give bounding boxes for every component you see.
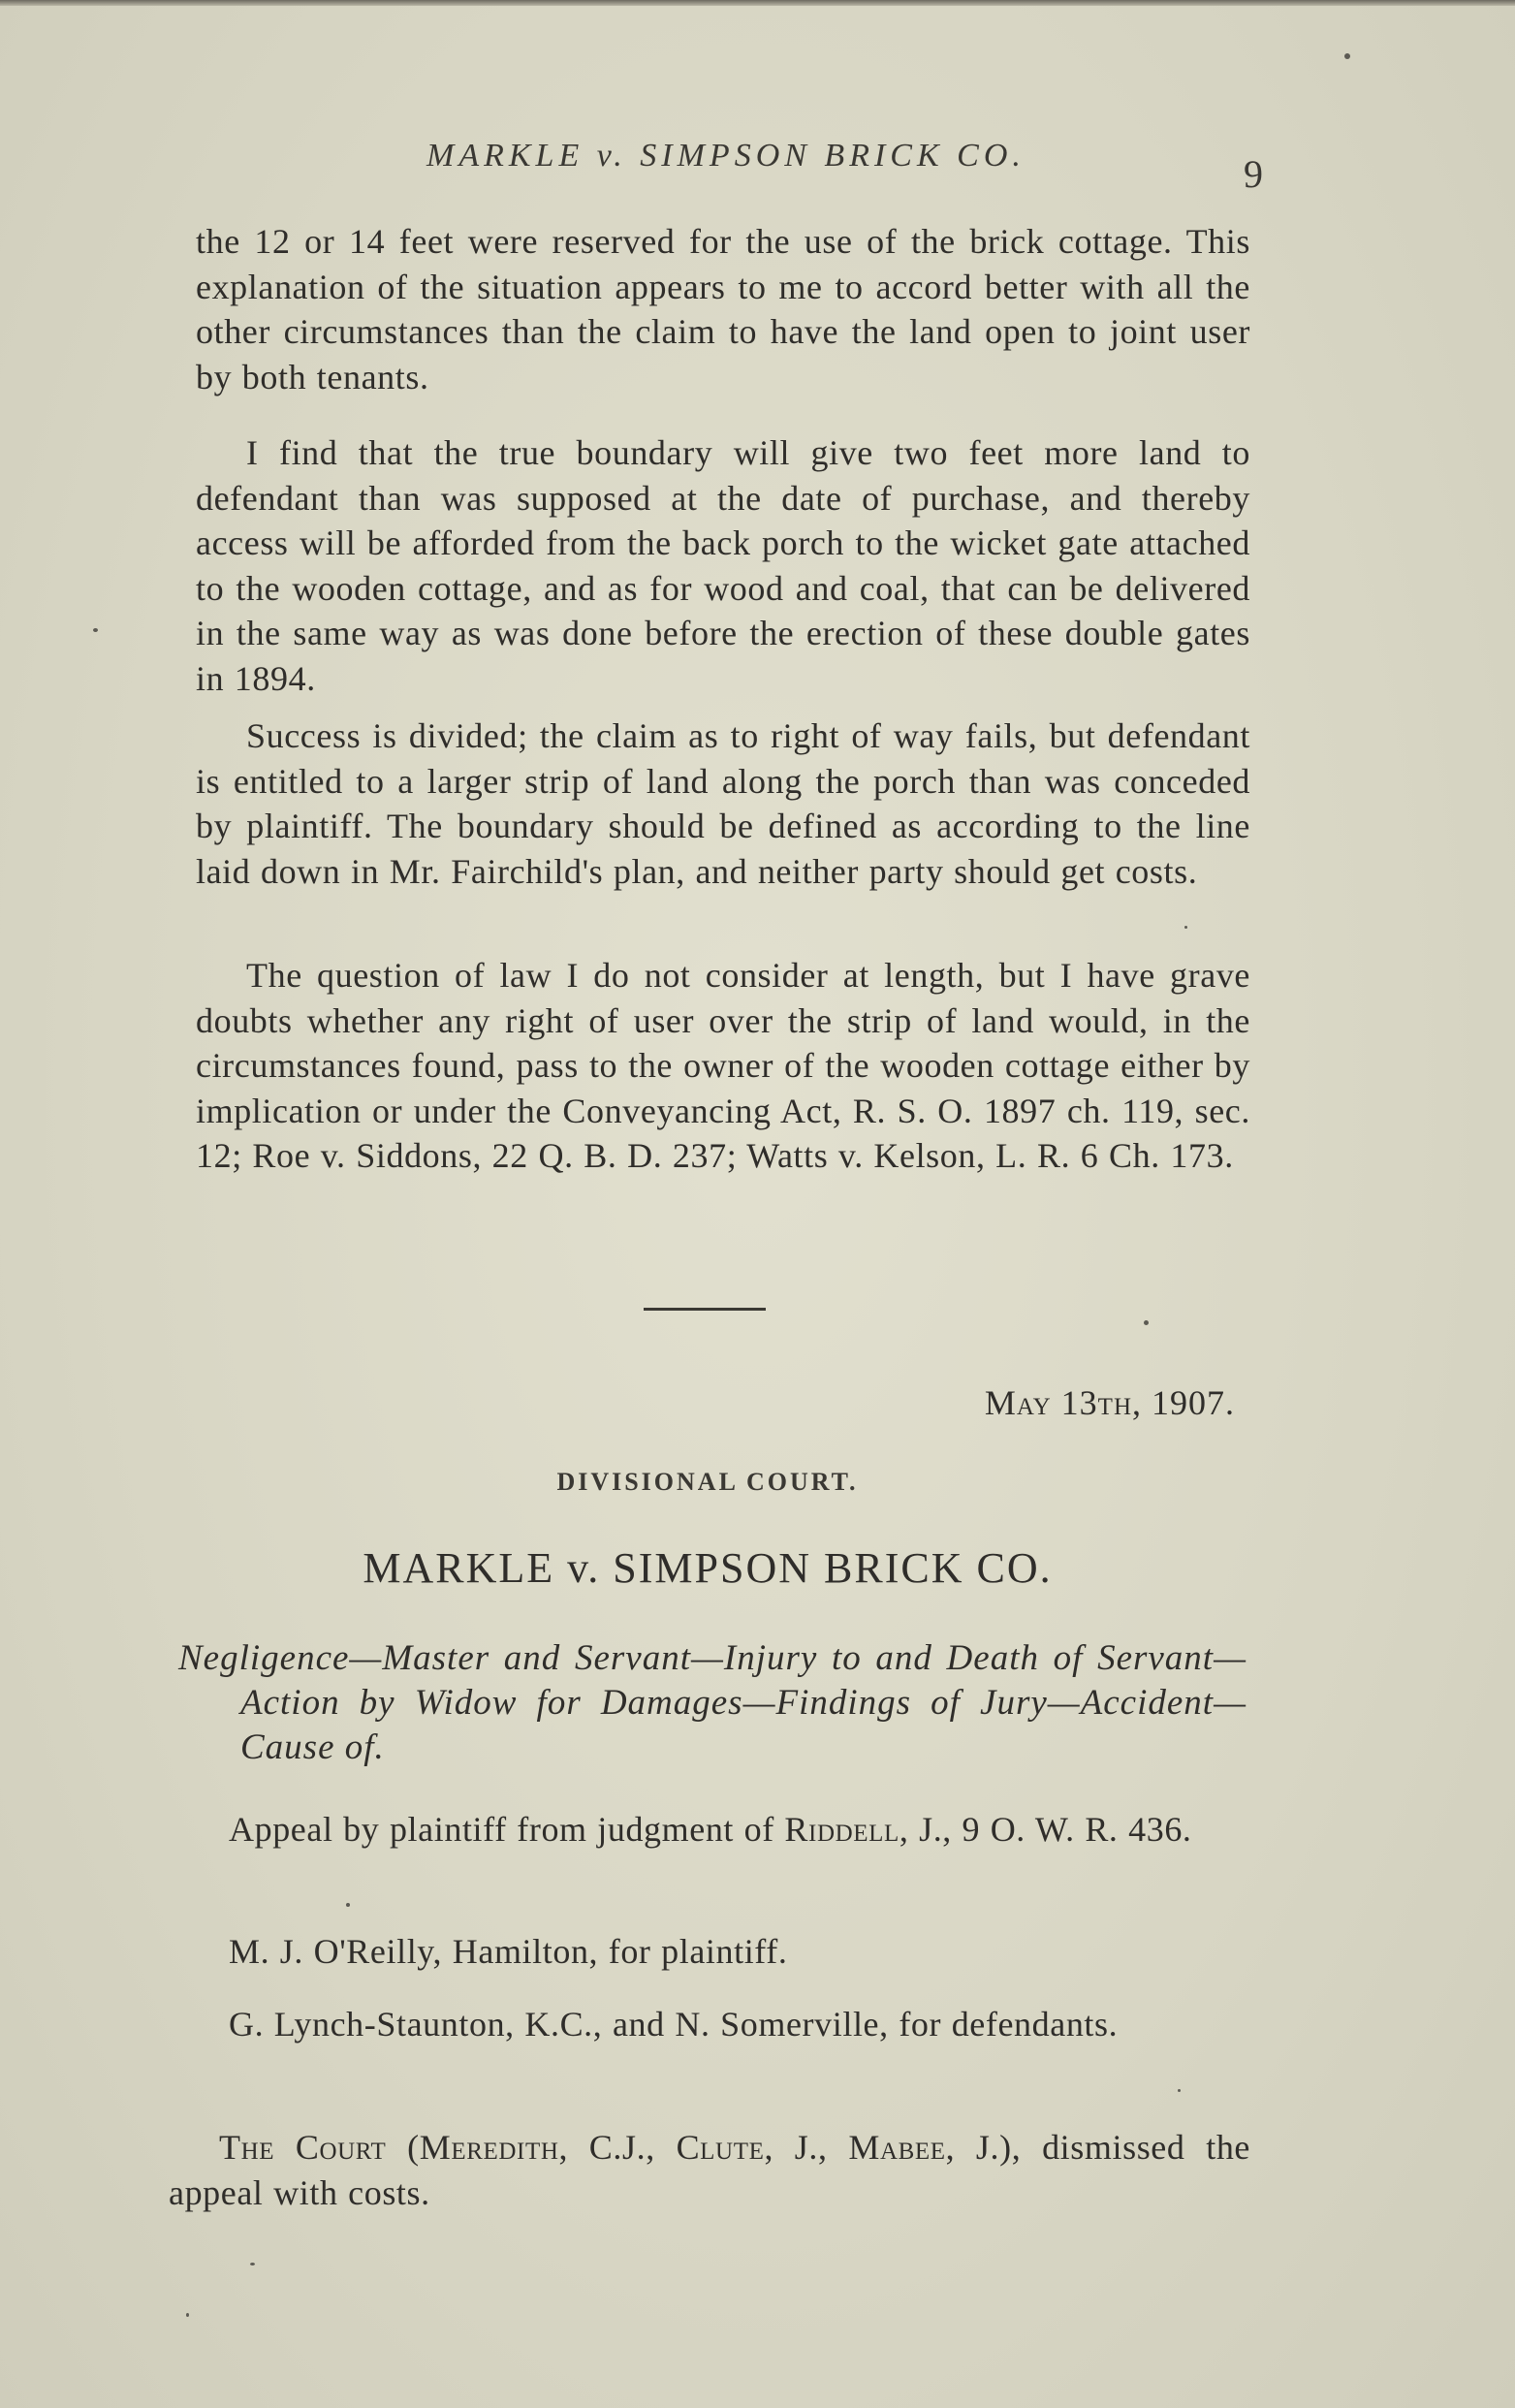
counsel-defendants: G. Lynch-Staunton, K.C., and N. Somerville, for defendants. [229, 2005, 1119, 2044]
decision-judge-3: Mabee [848, 2128, 946, 2167]
decision-judge-3-title: , J.), [945, 2128, 1022, 2167]
decision-paragraph [169, 2125, 1250, 2215]
paragraph-4: The question of law I do not consider at length, but I have grave doubts whether any right of user over the strip of land would, in the circumstances found, pass to the owner of the wooden cottage either by implication or under the Conveyancing Act, R. S. O. 1897 ch. 119, sec. 12; Roe v. Siddons, 22 Q. B. D. 237; Watts v. Kelson, L. R. 6 Ch. 173. [196, 956, 1250, 1175]
appeal-text-before: Appeal by plaintiff from judgment of [229, 1810, 785, 1849]
scan-speck [1178, 2089, 1181, 2092]
page-number: 9 [1244, 152, 1263, 196]
paragraph-2: I find that the true boundary will give two feet more land to defendant than was supposed at the date of purchase, and thereby access will be afforded from the back porch to the wicket gate attached to the wooden cottage, and as for wood and coal, that can be delivered in the same way as was done before the erection of these double gates in 1894. [196, 433, 1250, 698]
decision-judge-1-title: , C.J., [558, 2128, 677, 2167]
scan-speck [1144, 1320, 1149, 1325]
decision-court: The Court [219, 2128, 387, 2167]
counsel-plaintiff: M. J. O'Reilly, Hamilton, for plaintiff. [229, 1932, 788, 1971]
section-divider [644, 1308, 766, 1311]
decision-judge-1: Meredith [419, 2128, 559, 2167]
decision-open-paren: ( [386, 2128, 420, 2167]
decision-judge-2-title: , J., [764, 2128, 849, 2167]
appeal-text-after: , J., 9 O. W. R. 436. [899, 1810, 1192, 1849]
scan-speck [1344, 53, 1350, 59]
case-title: MARKLE v. SIMPSON BRICK CO. [363, 1544, 1053, 1592]
running-head: MARKLE v. SIMPSON BRICK CO. [426, 138, 1026, 174]
scan-speck [186, 2313, 189, 2317]
scan-speck [1184, 926, 1187, 929]
paragraph-3: Success is divided; the claim as to right of way fails, but defendant is entitled to a larger strip of land along the porch than was conceded by plaintiff. The boundary should be defined as according to the line laid down in Mr. Fairchild's plan, and neither party should get costs. [196, 716, 1250, 891]
appeal-paragraph [178, 1807, 1250, 1853]
scan-speck [93, 628, 98, 632]
decision-rest: dismissed the appeal with costs. [169, 2128, 1250, 2212]
decision-judge-2: Clute [676, 2128, 765, 2167]
decision-date: May 13th, 1907. [984, 1383, 1235, 1422]
headnote: Negligence—Master and Servant—Injury to and Death of Servant—Action by Widow for Damages—Findings of Jury—Accident—Cause of. [178, 1638, 1247, 1767]
appeal-judge-name: Riddell [784, 1810, 900, 1849]
scan-speck [346, 1903, 350, 1907]
scan-speck [250, 2263, 255, 2265]
top-edge-rule [0, 0, 1515, 6]
paragraph-1: the 12 or 14 feet were reserved for the use of the brick cottage. This explanation of the situation appears to me to accord better with all the other circumstances than the claim to have the land open to joint user by both tenants. [196, 222, 1250, 396]
court-name: DIVISIONAL COURT. [556, 1468, 859, 1496]
